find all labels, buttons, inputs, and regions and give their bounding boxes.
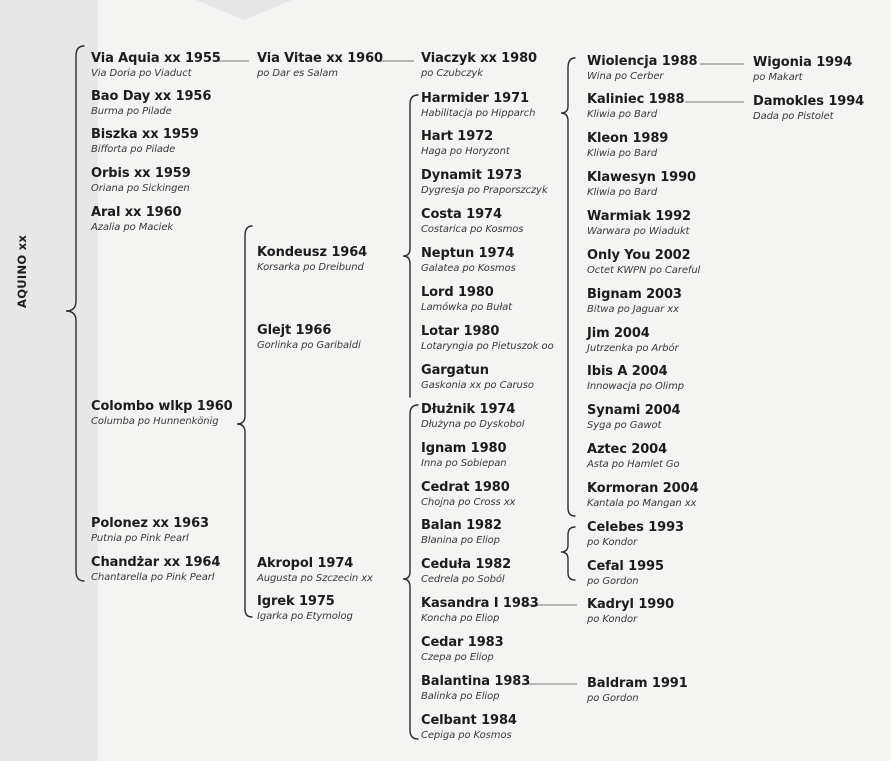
horse-entry-dluznik	[421, 402, 524, 431]
horse-name: Balan 1982	[421, 518, 502, 533]
horse-entry-lord	[421, 285, 512, 314]
horse-name: Chandżar xx 1964	[91, 555, 221, 570]
horse-name: Igrek 1975	[257, 594, 335, 609]
horse-pedigree: Kliwia po Bard	[587, 148, 658, 159]
horse-name: Harmider 1971	[421, 91, 530, 106]
horse-pedigree: Costarica po Kosmos	[421, 224, 524, 235]
horse-pedigree: Cepiga po Kosmos	[421, 730, 512, 741]
horse-entry-celebes	[587, 520, 684, 549]
horse-entry-costa	[421, 207, 523, 236]
horse-pedigree: Azalia po Maciek	[91, 222, 174, 233]
horse-name: Celbant 1984	[421, 713, 517, 728]
horse-entry-jim	[587, 326, 679, 355]
horse-pedigree: Asta po Hamlet Go	[587, 459, 680, 470]
akropol-igrek-bracket	[403, 405, 418, 739]
horse-pedigree: Gorlinka po Garibaldi	[257, 340, 361, 351]
horse-entry-kadryl	[587, 597, 674, 626]
horse-pedigree: Warwara po Wiadukt	[587, 226, 690, 237]
horse-name: Polonez xx 1963	[91, 516, 209, 531]
horse-entry-bignam	[587, 287, 682, 316]
horse-entry-cedrat	[421, 480, 515, 509]
horse-name: Glejt 1966	[257, 323, 332, 338]
horse-pedigree: Augusta po Szczecin xx	[257, 573, 373, 584]
horse-pedigree: Columba po Hunnenkönig	[91, 416, 219, 427]
horse-pedigree: po Gordon	[587, 693, 639, 704]
horse-entry-akropol	[257, 556, 373, 585]
horse-pedigree: Burma po Pilade	[91, 106, 172, 117]
horse-name: Cedar 1983	[421, 635, 504, 650]
horse-name: Kormoran 2004	[587, 481, 699, 496]
horse-pedigree: Chantarella po Pink Pearl	[91, 572, 215, 583]
horse-name: Biszka xx 1959	[91, 127, 199, 142]
horse-entry-balan	[421, 518, 502, 547]
horse-entry-ibis-a	[587, 364, 684, 393]
horse-entry-wiolencja	[587, 54, 698, 83]
horse-entry-kormoran	[587, 481, 699, 510]
celebes-cefal-bracket	[561, 527, 575, 580]
horse-pedigree: Gaskonia xx po Caruso	[421, 380, 534, 391]
horse-name: Costa 1974	[421, 207, 502, 222]
horse-name: Baldram 1991	[587, 676, 688, 691]
horse-pedigree: Kantala po Mangan xx	[587, 498, 697, 509]
horse-name: Bao Day xx 1956	[91, 89, 212, 104]
horse-pedigree: Korsarka po Dreibund	[257, 262, 364, 273]
horse-entry-chandzar	[91, 555, 220, 584]
horse-entry-gargatun	[421, 363, 534, 392]
horse-name: Kadryl 1990	[587, 597, 675, 612]
horse-name: Ibis A 2004	[587, 364, 668, 379]
horse-name: Kondeusz 1964	[257, 245, 368, 260]
horse-entry-kaliniec	[587, 92, 684, 121]
horse-entry-kasandra	[421, 596, 539, 625]
horse-pedigree: Koncha po Eliop	[421, 613, 500, 624]
horse-name: Orbis xx 1959	[91, 166, 191, 181]
horse-pedigree: Putnia po Pink Pearl	[91, 533, 189, 544]
horse-entry-baldram	[587, 676, 688, 705]
horse-name: Kleon 1989	[587, 131, 669, 146]
horse-name: Celebes 1993	[587, 520, 684, 535]
horse-entry-celbant	[421, 713, 517, 742]
root-bracket	[66, 46, 84, 581]
horse-name: Kaliniec 1988	[587, 92, 685, 107]
horse-name: Via Vitae xx 1960	[257, 51, 383, 66]
horse-pedigree: Oriana po Sickingen	[91, 183, 190, 194]
horse-pedigree: Innowacja po Olimp	[587, 381, 684, 392]
horse-pedigree: Syga po Gawot	[587, 420, 662, 431]
horse-entry-synami	[587, 403, 680, 432]
horse-name: Colombo wlkp 1960	[91, 399, 233, 414]
horse-name: Dłużnik 1974	[421, 402, 516, 417]
horse-name: Only You 2002	[587, 248, 691, 263]
horse-entry-ignam	[421, 441, 507, 470]
horse-pedigree: po Dar es Salam	[257, 68, 338, 79]
horse-name: Synami 2004	[587, 403, 681, 418]
horse-entry-kleon	[587, 131, 668, 160]
horse-pedigree: Cedrela po Soból	[421, 574, 505, 585]
horse-entry-cedula	[421, 557, 511, 586]
horse-pedigree: Kliwia po Bard	[587, 187, 658, 198]
horse-name: Jim 2004	[587, 326, 650, 341]
horse-entry-via-vitae	[257, 51, 383, 80]
horse-entry-hart	[421, 129, 510, 158]
horse-name: Wigonia 1994	[753, 55, 853, 70]
horse-pedigree: Chojna po Cross xx	[421, 497, 516, 508]
horse-name: Aztec 2004	[587, 442, 668, 457]
horse-entry-warmiak	[587, 209, 691, 238]
horse-name: Balantina 1983	[421, 674, 531, 689]
horse-entry-harmider	[421, 91, 535, 120]
horse-name: Lord 1980	[421, 285, 494, 300]
horse-entry-orbis	[91, 166, 191, 195]
horse-name: Aral xx 1960	[91, 205, 182, 220]
horse-entry-klawesyn	[587, 170, 696, 199]
horse-pedigree: po Gordon	[587, 576, 639, 587]
horse-name: Cedrat 1980	[421, 480, 510, 495]
horse-entry-wigonia	[753, 55, 852, 84]
horse-name: Via Aquia xx 1955	[91, 51, 221, 66]
horse-name: Warmiak 1992	[587, 209, 691, 224]
horse-name: Dynamit 1973	[421, 168, 523, 183]
horse-pedigree: Wina po Cerber	[587, 71, 664, 82]
horse-name: Kasandra I 1983	[421, 596, 539, 611]
horse-name: Lotar 1980	[421, 324, 500, 339]
horse-entry-via-aquia	[91, 51, 221, 80]
horse-entry-only-you	[587, 248, 700, 277]
horse-pedigree: Lotaryngia po Pietuszok oo	[421, 341, 554, 352]
horse-entry-damokles	[753, 94, 864, 123]
horse-entry-glejt	[257, 323, 361, 352]
horse-entry-bao-day	[91, 89, 211, 118]
horse-name: Akropol 1974	[257, 556, 354, 571]
horse-entry-cefal	[587, 559, 664, 588]
horse-entry-neptun	[421, 246, 516, 275]
kondeusz-glejt-bracket	[403, 95, 418, 397]
horse-pedigree: po Czubczyk	[421, 68, 483, 79]
horse-pedigree: Galatea po Kosmos	[421, 263, 516, 274]
horse-name: Viaczyk xx 1980	[421, 51, 537, 66]
horse-pedigree: Dłużyna po Dyskobol	[421, 419, 525, 430]
horse-name: Hart 1972	[421, 129, 494, 144]
horse-pedigree: Bitwa po Jaguar xx	[587, 304, 679, 315]
horse-name: Gargatun	[421, 363, 489, 378]
horse-pedigree: Dygresja po Praporszczyk	[421, 185, 548, 196]
horse-entry-viaczyk	[421, 51, 537, 80]
horse-pedigree: Czepa po Eliop	[421, 652, 494, 663]
horse-pedigree: po Makart	[753, 72, 803, 83]
horse-pedigree: Habilitacja po Hipparch	[421, 108, 536, 119]
horse-pedigree: Inna po Sobiepan	[421, 458, 507, 469]
horse-pedigree: Octet KWPN po Careful	[587, 265, 701, 276]
horse-name: Wiolencja 1988	[587, 54, 698, 69]
horse-pedigree: Via Doria po Viaduct	[91, 68, 192, 79]
horse-name: Damokles 1994	[753, 94, 865, 109]
horse-entry-dynamit	[421, 168, 548, 197]
horse-pedigree: Jutrzenka po Arbór	[587, 343, 679, 354]
horse-entry-igrek	[257, 594, 353, 623]
horse-pedigree: Balinka po Eliop	[421, 691, 500, 702]
horse-pedigree: Igarka po Etymolog	[257, 611, 353, 622]
horse-entry-biszka	[91, 127, 199, 156]
horse-entry-cedar	[421, 635, 504, 664]
horse-name: Bignam 2003	[587, 287, 682, 302]
horse-pedigree: Blanina po Eliop	[421, 535, 500, 546]
horse-name: Cefal 1995	[587, 559, 664, 574]
horse-entry-aztec	[587, 442, 680, 471]
colombo-bracket	[237, 226, 252, 617]
horse-pedigree: Bifforta po Pilade	[91, 144, 176, 155]
horse-entry-polonez	[91, 516, 209, 545]
horse-pedigree: po Kondor	[587, 614, 637, 625]
horse-entry-colombo	[91, 399, 233, 428]
horse-name: Klawesyn 1990	[587, 170, 697, 185]
horse-name: Ceduła 1982	[421, 557, 512, 572]
horse-pedigree: Dada po Pistolet	[753, 111, 834, 122]
horse-entry-lotar	[421, 324, 554, 353]
wiolencja-kormoran-bracket	[561, 58, 575, 516]
horse-pedigree: Lamówka po Bułat	[421, 302, 512, 313]
horse-name: Neptun 1974	[421, 246, 515, 261]
horse-name: Ignam 1980	[421, 441, 507, 456]
horse-entry-aral	[91, 205, 182, 234]
horse-entry-kondeusz	[257, 245, 367, 274]
horse-pedigree: Haga po Horyzont	[421, 146, 510, 157]
horse-pedigree: Kliwia po Bard	[587, 109, 658, 120]
horse-entry-balantina	[421, 674, 530, 703]
horse-pedigree: po Kondor	[587, 537, 637, 548]
root-horse-name: AQUINO xx	[15, 234, 29, 308]
